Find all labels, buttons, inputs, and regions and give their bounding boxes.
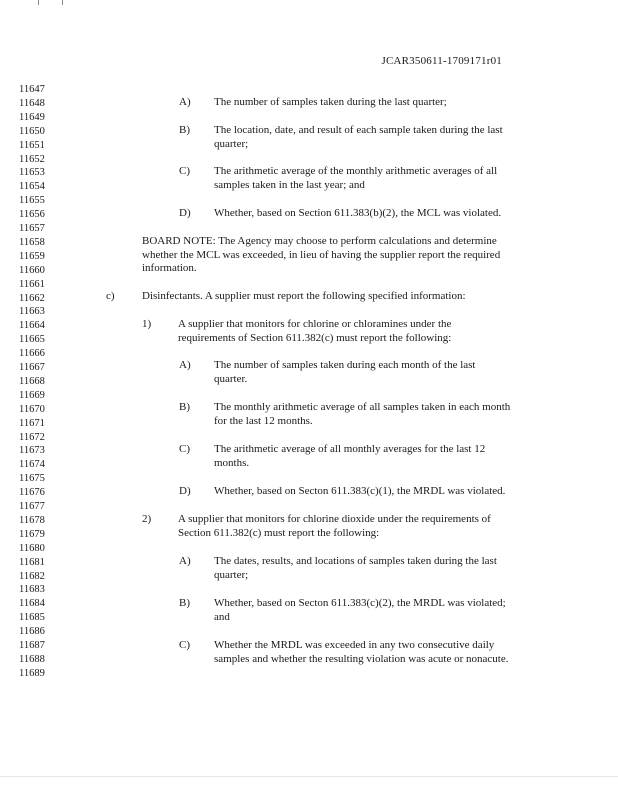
line-number: 11662 [19,292,45,304]
item-c-text-line2: samples taken in the last year; and [214,179,365,191]
document-code: JCAR350611-1709171r01 [381,55,502,67]
sub1-item-a-label: A) [179,359,191,371]
line-number: 11676 [19,487,45,499]
sub2-item-a-line1: The dates, results, and locations of samples taken during the last [214,555,497,567]
line-number: 11687 [19,640,45,651]
sub2-item-b-line2: and [214,611,230,623]
item-a-label: A) [179,96,191,108]
board-note-line1: BOARD NOTE: The Agency may choose to perform calculations and determine [142,235,497,247]
subsection-1-line1: A supplier that monitors for chlorine or chloramines under the [178,318,452,330]
line-number: 11670 [19,403,45,415]
line-number: 11669 [19,389,45,401]
sub2-item-b-label: B) [179,597,190,609]
subsection-2-label: 2) [142,513,152,525]
sub2-item-a-label: A) [179,555,191,567]
line-number: 11649 [19,111,45,123]
item-b-text-line1: The location, date, and result of each sample taken during the last [214,124,503,136]
line-number: 11689 [19,667,45,679]
line-number: 11685 [19,612,45,624]
subsection-2-line2: Section 611.382(c) must report the following: [178,527,380,539]
line-number: 11664 [19,320,45,332]
page-edge-mark [62,0,63,5]
line-number: 11656 [19,209,45,221]
line-number: 11684 [19,598,45,610]
subsection-1-line2: requirements of Section 611.382(c) must report the following: [178,332,452,344]
sub1-item-d-text: Whether, based on Secton 611.383(c)(1), the MRDL was violated. [214,485,506,497]
sub2-item-b-line1: Whether, based on Secton 611.383(c)(2), the MRDL was violated; [214,597,506,609]
sub2-item-a-line2: quarter; [214,569,249,581]
sub1-item-a-line1: The number of samples taken during each month of the last [214,359,476,371]
line-number: 11686 [19,626,45,638]
line-number: 11654 [19,181,45,193]
sub1-item-c-label: C) [179,443,190,455]
sub1-item-b-line1: The monthly arithmetic average of all samples taken in each month [214,401,511,413]
item-d-text: Whether, based on Section 611.383(b)(2), the MCL was violated. [214,207,502,219]
line-number: 11660 [19,264,45,276]
board-note-line3: information. [142,262,197,274]
sub1-item-c-line1: The arithmetic average of all monthly averages for the last 12 [214,443,486,455]
page-edge-mark [38,0,39,5]
sub2-item-c-line2: samples and whether the resulting violation was acute or nonacute. [214,653,509,665]
line-number: 11675 [19,473,45,485]
line-number: 11680 [19,542,45,554]
sub1-item-b-line2: for the last 12 months. [214,415,313,427]
line-number: 11678 [19,514,45,526]
line-number: 11663 [19,306,45,318]
page-bottom-rule [0,776,618,777]
line-number: 11659 [19,250,45,262]
section-c-label: c) [106,290,115,302]
line-number: 11651 [19,139,45,151]
line-number: 11658 [19,236,45,248]
line-number: 11681 [19,556,45,568]
item-d-label: D) [179,207,191,219]
item-c-label: C) [179,165,190,177]
sub1-item-a-line2: quarter. [214,373,248,385]
line-number: 11657 [19,223,45,234]
sub1-item-d-label: D) [179,485,191,497]
line-number: 11683 [19,584,45,596]
sub1-item-c-line2: months. [214,457,250,469]
line-number: 11671 [19,417,45,429]
line-number: 11648 [19,97,45,109]
item-a-text: The number of samples taken during the last quarter; [214,96,447,108]
line-number: 11688 [19,653,45,665]
sub2-item-c-label: C) [179,639,190,651]
line-number: 11667 [19,362,45,373]
line-number: 11655 [19,195,45,207]
section-c-heading: Disinfectants. A supplier must report the following specified information: [142,290,466,302]
sub1-item-b-label: B) [179,401,190,413]
line-number: 11673 [19,445,45,457]
line-number: 11672 [19,431,45,443]
line-number: 11652 [19,153,45,165]
item-c-text-line1: The arithmetic average of the monthly arithmetic averages of all [214,165,498,177]
sub2-item-c-line1: Whether the MRDL was exceeded in any two consecutive daily [214,639,495,651]
line-number: 11679 [19,528,45,540]
item-b-label: B) [179,124,190,136]
subsection-1-label: 1) [142,318,152,330]
line-number: 11653 [19,167,45,179]
line-number: 11661 [19,278,45,290]
line-number: 11668 [19,375,45,387]
line-number: 11682 [19,570,45,582]
line-number: 11665 [19,334,45,346]
subsection-2-line1: A supplier that monitors for chlorine dioxide under the requirements of [178,513,491,525]
board-note-line2: whether the MCL was exceeded, in lieu of having the supplier report the required [142,249,501,261]
line-number: 11650 [19,125,45,137]
line-number: 11666 [19,348,45,360]
line-number: 11674 [19,459,45,471]
line-number: 11677 [19,501,45,512]
line-number: 11647 [19,84,45,95]
item-b-text-line2: quarter; [214,138,249,150]
